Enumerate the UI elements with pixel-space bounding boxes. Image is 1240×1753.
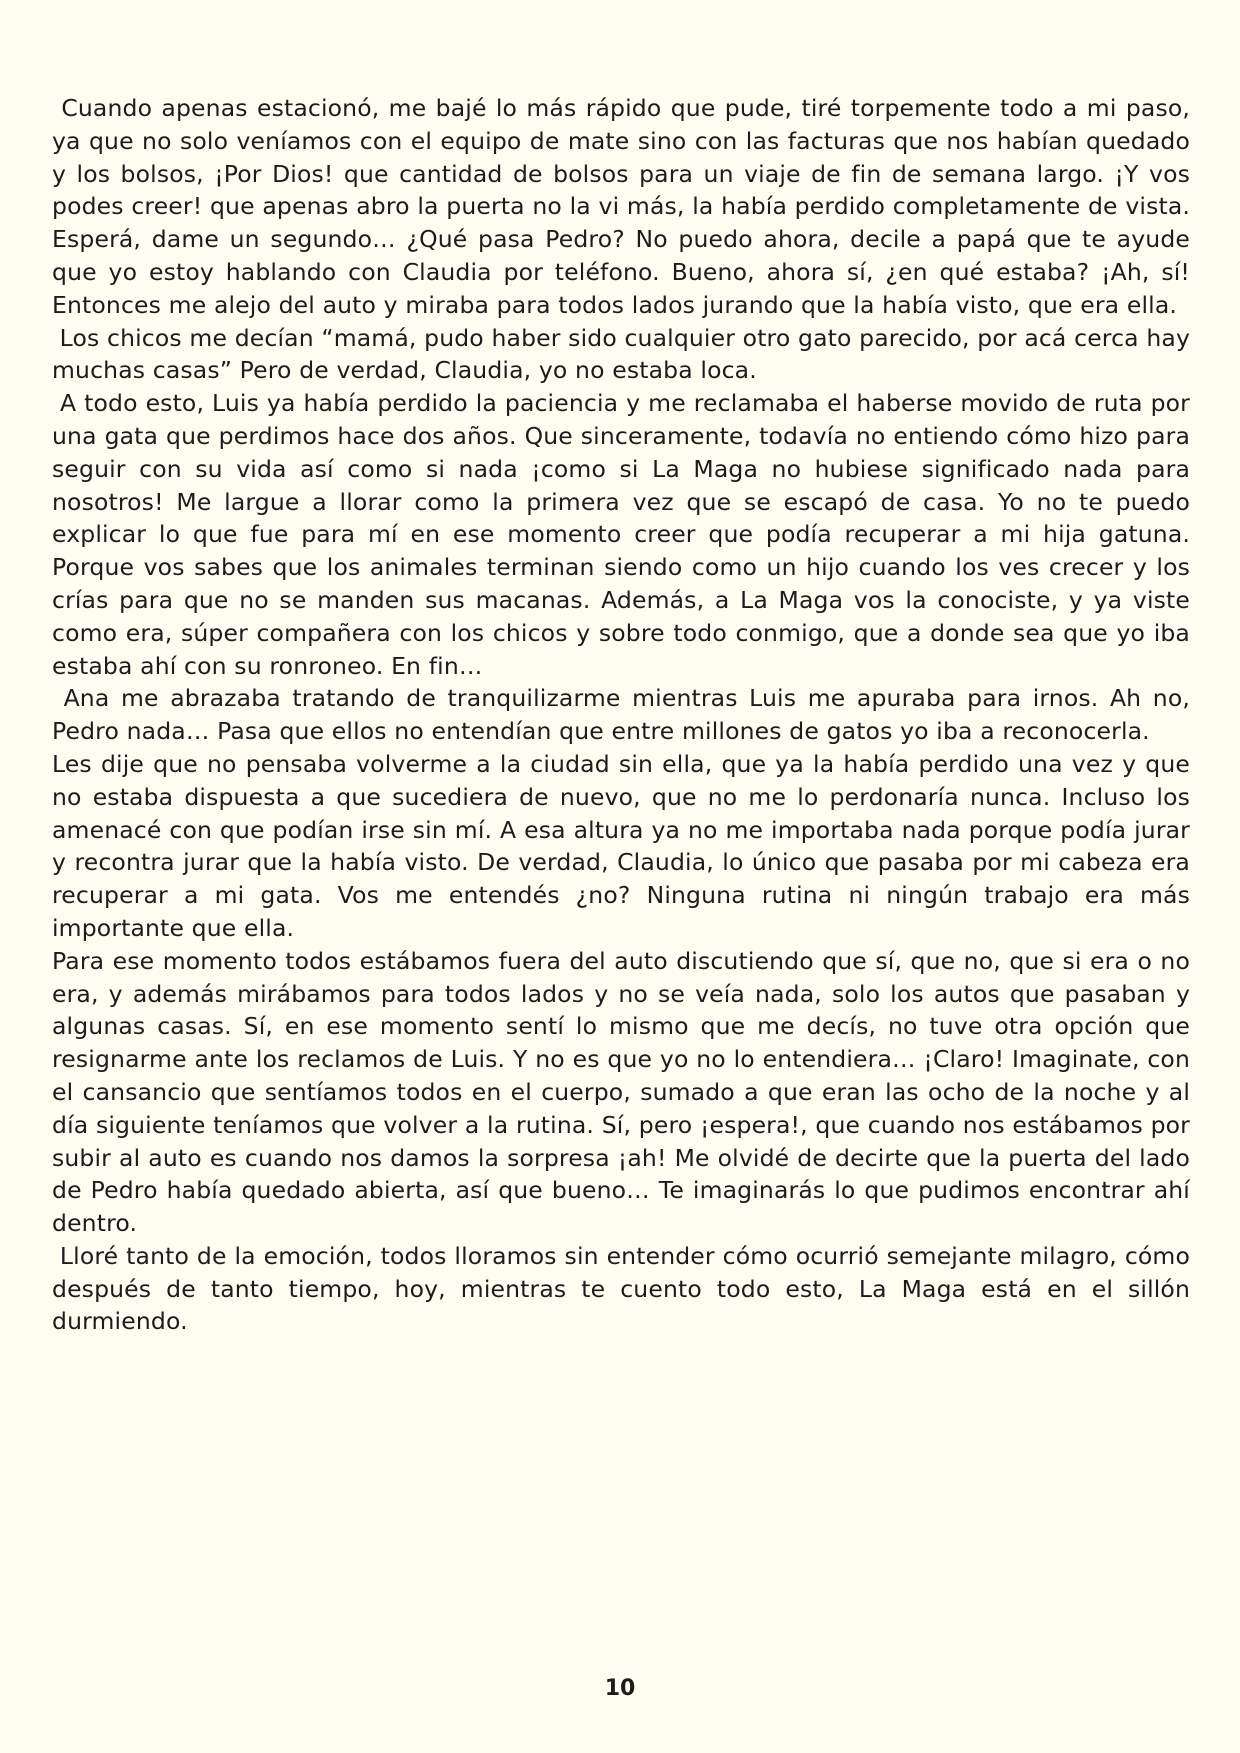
paragraph-3: A todo esto, Luis ya había perdido la paciencia y me reclamaba el haberse movido de ruta por una gata que perdimos hace dos años. Que sinceramente, todavía no entiendo cómo hizo para seguir con su vida así como si nada ¡como si La Maga no hubiese significado nada para nosotros! Me largue a llorar como la primera vez que se escapó de casa. Yo no te puedo explicar lo que fue para mí en ese momento creer que podía recuperar a mi hija gatuna. Porque vos sabes que los animales terminan siendo como un hijo cuando los ves crecer y los crías para que no se manden sus macanas. Además, a La Maga vos la conociste, y ya viste como era, súper compañera con los chicos y sobre todo conmigo, que a donde sea que yo iba estaba ahí con su ronroneo. En fin… (52, 389, 1190, 680)
paragraph-5: Les dije que no pensaba volverme a la ciudad sin ella, que ya la había perdido una vez y que no estaba dispuesta a que sucediera de nuevo, que no me lo perdonaría nunca. Incluso los amenacé con que podían irse sin mí. A esa altura ya no me importaba nada porque podía jurar y recontra jurar que la había visto. De verdad, Claudia, lo único que pasaba por mi cabeza era recuperar a mi gata. Vos me entendés ¿no? Ninguna rutina ni ningún trabajo era más importante que ella. (52, 749, 1190, 942)
paragraph-6: Para ese momento todos estábamos fuera del auto discutiendo que sí, que no, que si era o no era, y además mirábamos para todos lados y no se veía nada, solo los autos que pasaban y algunas casas. Sí, en ese momento sentí lo mismo que me decís, no tuve otra opción que resignarme ante los reclamos de Luis. Y no es que yo no lo entendiera… ¡Claro! Imaginate, con el cansancio que sentíamos todos en el cuerpo, sumado a que eran las ocho de la noche y al día siguiente teníamos que volver a la rutina. Sí, pero ¡espera!, que cuando nos estábamos por subir al auto es cuando nos damos la sorpresa ¡ah! Me olvidé de decirte que la puerta del lado de Pedro había quedado abierta, así que bueno… Te imaginarás lo que pudimos encontrar ahí dentro. (52, 946, 1190, 1238)
paragraph-1: Cuando apenas estacionó, me bajé lo más rápido que pude, tiré torpemente todo a mi paso, ya que no solo veníamos con el equipo de mate sino con las facturas que nos habían quedado y los bolsos, ¡Por Dios! que cantidad de bolsos para un viaje de fin de semana largo. ¡Y vos podes creer! que apenas abro la puerta no la vi más, la había perdido completamente de vista. Esperá, dame un segundo… ¿Qué pasa Pedro? No puedo ahora, decile a papá que te ayude que yo estoy hablando con Claudia por teléfono. Bueno, ahora sí, ¿en qué estaba? ¡Ah, sí! Entonces me alejo del auto y miraba para todos lados jurando que la había visto, que era ella. (52, 94, 1190, 319)
page-body (52, 92, 1190, 1338)
paragraph-2: Los chicos me decían “mamá, pudo haber sido cualquier otro gato parecido, por acá cerca hay muchas casas” Pero de verdad, Claudia, yo no estaba loca. (52, 323, 1190, 385)
page-number: 10 (604, 1676, 636, 1701)
paragraph-4: Ana me abrazaba tratando de tranquilizarme mientras Luis me apuraba para irnos. Ah no, Pedro nada… Pasa que ellos no entendían que entre millones de gatos yo iba a reconocerla. (52, 684, 1190, 746)
paragraph-7: Lloré tanto de la emoción, todos lloramos sin entender cómo ocurrió semejante milagro, cómo después de tanto tiempo, hoy, mientras te cuento todo esto, La Maga está en el sillón durmiendo. (52, 1241, 1190, 1336)
